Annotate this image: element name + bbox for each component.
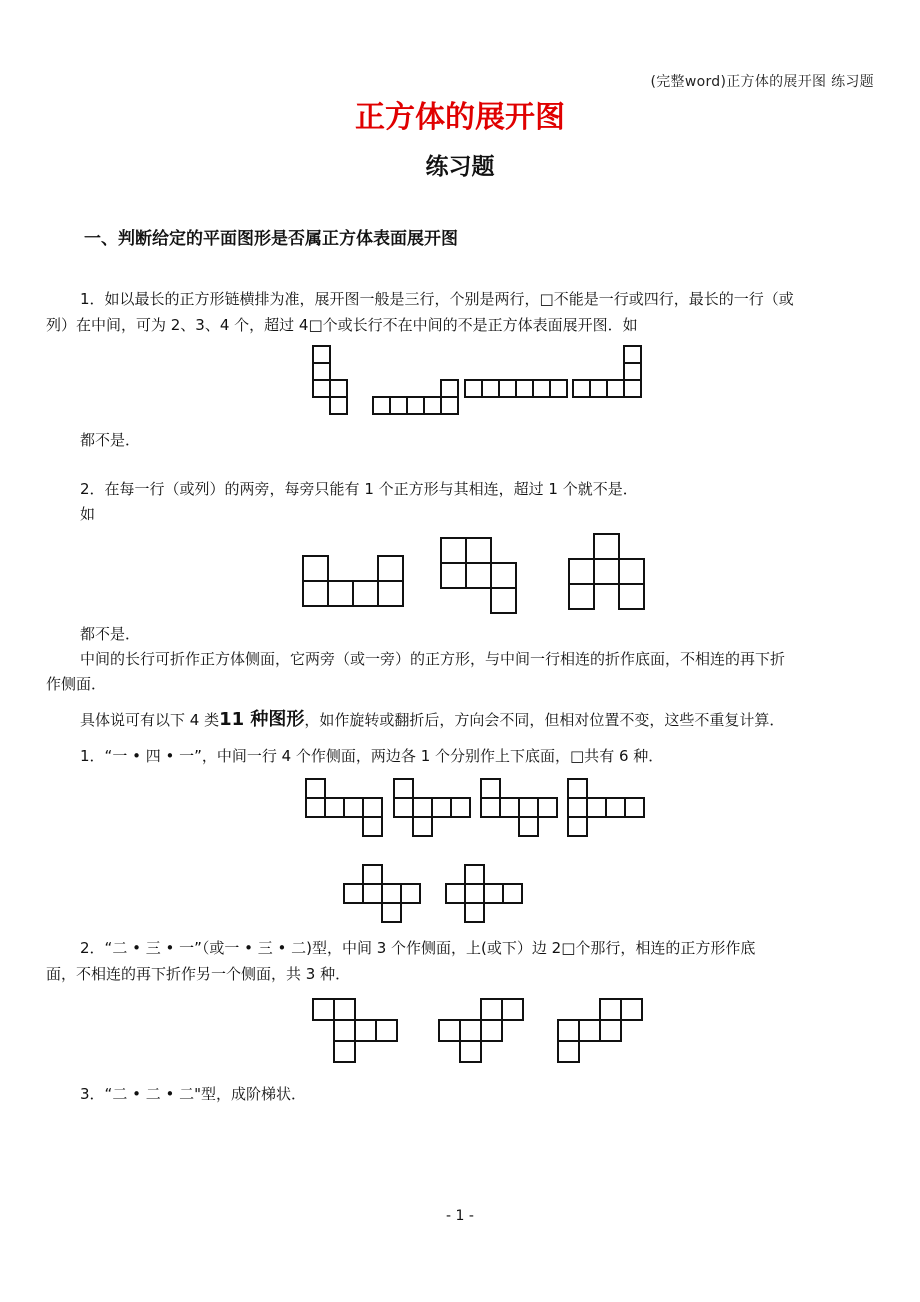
net-square — [624, 363, 641, 380]
net-square — [382, 903, 401, 922]
net-square — [482, 380, 499, 397]
net-square — [460, 1041, 481, 1062]
net-square — [465, 884, 484, 903]
net-square — [502, 999, 523, 1020]
rule2-non-nets-net-1 — [303, 556, 403, 606]
net-square — [619, 559, 644, 584]
net-square — [376, 1020, 397, 1041]
net-square — [533, 380, 550, 397]
net-square — [344, 798, 363, 817]
net-square — [625, 798, 644, 817]
net-square — [363, 884, 382, 903]
net-square — [355, 1020, 376, 1041]
summary-before: 具体说可有以下 4 类 — [80, 711, 220, 729]
net-square — [503, 884, 522, 903]
net-square — [401, 884, 420, 903]
net-square — [325, 798, 344, 817]
net-square — [330, 380, 347, 397]
net-square — [328, 581, 353, 606]
type1-text: 1．“一 • 四 • 一”，中间一行 4 个作侧面，两边各 1 个分别作上下底面，□共有 6 种． — [80, 747, 664, 765]
net-square — [451, 798, 470, 817]
net-square — [334, 999, 355, 1020]
net-square — [606, 798, 625, 817]
net-square — [568, 798, 587, 817]
net-square — [538, 798, 557, 817]
net-square — [568, 817, 587, 836]
document-subtitle: 练习题 — [425, 154, 495, 180]
running-header: (完整word)正方体的展开图 练习题 — [650, 74, 874, 90]
net-square — [303, 581, 328, 606]
explain-line2: 作侧面． — [46, 675, 107, 693]
net-square — [590, 380, 607, 397]
summary-emphasis: 11 种图形 — [219, 709, 305, 730]
net-square — [621, 999, 642, 1020]
type2-line1: 2．“二 • 三 • 一”（或一 • 三 • 二)型，中间 3 个作侧面，上(或下）边 2□个那行，相连的正方形作底 — [80, 939, 756, 957]
document-title: 正方体的展开图 — [355, 100, 565, 135]
net-square — [313, 363, 330, 380]
net-square — [441, 563, 466, 588]
net-square — [465, 903, 484, 922]
net-square — [481, 798, 500, 817]
net-square — [499, 380, 516, 397]
net-square — [363, 817, 382, 836]
type2-line2: 面，不相连的再下折作另一个侧面，共 3 种． — [46, 965, 351, 983]
net-square — [303, 556, 328, 581]
net-square — [432, 798, 451, 817]
net-square — [413, 798, 432, 817]
net-square — [491, 563, 516, 588]
summary-after: ，如作旋转或翻折后，方向会不同，但相对位置不变，这些不重复计算． — [304, 711, 785, 729]
rule1-non-nets-net-2 — [373, 380, 458, 414]
rule1-line1: 1．如以最长的正方形链横排为准，展开图一般是三行，个别是两行，□不能是一行或四行，最长的一行（或 — [80, 290, 794, 308]
net-square — [516, 380, 533, 397]
net-square — [573, 380, 590, 397]
net-square — [481, 779, 500, 798]
net-square — [424, 397, 441, 414]
net-square — [558, 1020, 579, 1041]
net-square — [306, 798, 325, 817]
rule1-figure — [312, 345, 642, 415]
net-square — [353, 581, 378, 606]
net-square — [466, 538, 491, 563]
net-square — [330, 397, 347, 414]
net-square — [382, 884, 401, 903]
net-square — [481, 1020, 502, 1041]
net-square — [484, 884, 503, 903]
net-square — [344, 884, 363, 903]
net-square — [373, 397, 390, 414]
net-square — [334, 1041, 355, 1062]
rule2-non-nets-net-2 — [441, 538, 516, 613]
net-square — [363, 865, 382, 884]
type1-nets-net-5 — [344, 865, 420, 922]
net-square — [600, 1020, 621, 1041]
net-square — [558, 1041, 579, 1062]
section-heading: 一、判断给定的平面图形是否属正方体表面展开图 — [84, 229, 458, 249]
net-square — [378, 581, 403, 606]
explain-line1: 中间的长行可折作正方体侧面，它两旁（或一旁）的正方形，与中间一行相连的折作底面，不相连的再下折 — [80, 650, 786, 668]
net-square — [594, 559, 619, 584]
net-square — [313, 380, 330, 397]
net-square — [519, 798, 538, 817]
type2-nets-net-2 — [439, 999, 523, 1062]
net-square — [619, 584, 644, 609]
net-square — [446, 884, 465, 903]
type1-nets-net-1 — [306, 779, 382, 836]
net-square — [334, 1020, 355, 1041]
net-square — [594, 534, 619, 559]
net-square — [600, 999, 621, 1020]
net-square — [460, 1020, 481, 1041]
net-square — [519, 817, 538, 836]
page-number: - 1 - — [446, 1208, 474, 1224]
rule1-after: 都不是． — [80, 431, 141, 449]
net-square — [491, 588, 516, 613]
net-square — [569, 584, 594, 609]
type3-text: 3．“二 • 二 • 二"型，成阶梯状． — [80, 1085, 306, 1103]
net-square — [306, 779, 325, 798]
net-square — [579, 1020, 600, 1041]
net-square — [624, 380, 641, 397]
net-square — [465, 380, 482, 397]
net-square — [466, 563, 491, 588]
net-square — [439, 1020, 460, 1041]
net-square — [465, 865, 484, 884]
net-square — [481, 999, 502, 1020]
type2-figure — [312, 998, 647, 1068]
rule1-non-nets-net-3 — [465, 380, 567, 397]
net-square — [378, 556, 403, 581]
rule1-non-nets-net-1 — [313, 346, 347, 414]
net-square — [441, 397, 458, 414]
net-square — [394, 798, 413, 817]
type1-nets-net-2 — [394, 779, 470, 836]
net-square — [550, 380, 567, 397]
net-square — [587, 798, 606, 817]
rule2-line1: 2．在每一行（或列）的两旁，每旁只能有 1 个正方形与其相连，超过 1 个就不是． — [80, 480, 638, 498]
net-square — [407, 397, 424, 414]
rule2-after: 都不是． — [80, 625, 141, 643]
rule1-line2: 列）在中间，可为 2、3、4 个，超过 4□个或长行不在中间的不是正方体表面展开图．如 — [46, 316, 638, 334]
net-square — [313, 346, 330, 363]
rule2-line2: 如 — [80, 505, 96, 523]
net-square — [441, 380, 458, 397]
net-square — [569, 559, 594, 584]
net-square — [413, 817, 432, 836]
type2-nets-net-3 — [558, 999, 642, 1062]
net-square — [568, 779, 587, 798]
type1-figure — [305, 778, 650, 928]
net-square — [313, 999, 334, 1020]
summary-line — [80, 706, 784, 734]
type1-nets-net-6 — [446, 865, 522, 922]
net-square — [363, 798, 382, 817]
net-square — [500, 798, 519, 817]
net-square — [607, 380, 624, 397]
net-square — [624, 346, 641, 363]
net-square — [441, 538, 466, 563]
net-square — [390, 397, 407, 414]
type1-nets-net-4 — [568, 779, 644, 836]
rule2-figure — [302, 533, 652, 618]
rule1-non-nets-net-4 — [573, 346, 641, 397]
type2-nets-net-1 — [313, 999, 397, 1062]
type1-nets-net-3 — [481, 779, 557, 836]
rule2-non-nets-net-3 — [569, 534, 644, 609]
net-square — [394, 779, 413, 798]
